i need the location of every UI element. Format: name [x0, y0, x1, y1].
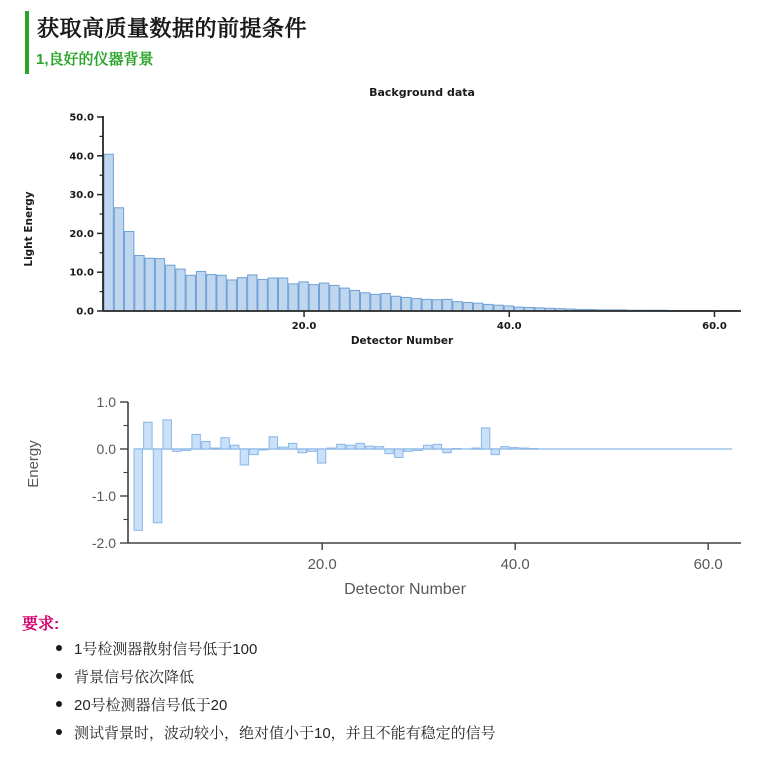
background-data-chart: [0, 84, 760, 369]
bar: [491, 449, 499, 455]
energy-residual-svg: [0, 384, 760, 612]
list-item: [56, 666, 736, 694]
bar: [227, 280, 236, 311]
requirement-text: 测试背景时，波动较小，绝对值小于10，并且不能有稳定的信号: [74, 725, 496, 742]
y-tick-label: 30.0: [69, 190, 94, 202]
bar: [366, 446, 374, 449]
bar: [144, 422, 152, 449]
bar: [443, 449, 451, 453]
bar: [361, 293, 370, 311]
bar: [473, 303, 482, 311]
bar: [510, 448, 518, 449]
bar: [231, 445, 239, 449]
bar: [432, 300, 441, 311]
bar: [248, 275, 257, 311]
x-axis-label: Detector Number: [344, 581, 466, 598]
bar: [269, 437, 277, 449]
bar: [443, 299, 452, 311]
bar: [298, 449, 306, 453]
bar: [463, 302, 472, 311]
bar: [192, 434, 200, 449]
bar: [196, 271, 205, 311]
bar: [395, 449, 403, 457]
title-accent-bar: [25, 11, 29, 74]
requirement-text: 背景信号依次降低: [74, 669, 195, 686]
y-tick-label: 1.0: [96, 394, 116, 410]
bar: [319, 283, 328, 311]
list-item: [56, 722, 736, 750]
bar: [422, 299, 431, 311]
list-item: [56, 694, 736, 722]
bar: [501, 447, 509, 449]
bar: [481, 428, 489, 449]
bar: [217, 275, 226, 311]
bullet-icon: [56, 729, 62, 735]
bar: [153, 449, 161, 523]
y-tick-label: 40.0: [69, 151, 94, 163]
x-tick-label: 20.0: [307, 556, 337, 573]
bar: [340, 288, 349, 311]
bar: [221, 438, 229, 449]
bar: [412, 299, 421, 311]
bullet-icon: [56, 645, 62, 651]
bar: [350, 290, 359, 311]
bar: [240, 449, 248, 465]
x-tick-label: 60.0: [702, 321, 727, 332]
bar: [289, 284, 298, 311]
bar: [433, 444, 441, 449]
bar: [472, 448, 480, 449]
y-tick-label: 0.0: [76, 306, 94, 318]
bar: [278, 278, 287, 311]
bar: [385, 449, 393, 454]
x-axis-label: Detector Number: [350, 335, 454, 347]
bar: [414, 449, 422, 450]
bar: [135, 256, 144, 311]
bar: [375, 447, 383, 449]
bar: [279, 447, 287, 449]
bar: [173, 449, 181, 451]
bar: [145, 258, 154, 311]
bar: [134, 449, 142, 530]
bar: [308, 449, 316, 451]
background-data-svg: [0, 84, 760, 364]
list-item: [56, 638, 736, 666]
y-axis-label: Energy: [25, 440, 42, 488]
bar: [356, 443, 364, 449]
y-tick-label: -2.0: [91, 535, 116, 551]
requirements-heading: 要求:: [22, 616, 60, 633]
x-tick-label: 40.0: [500, 556, 530, 573]
y-tick-label: 0.0: [96, 441, 116, 457]
page-title: 获取高质量数据的前提条件: [37, 16, 308, 41]
bar: [309, 285, 318, 311]
y-tick-label: 50.0: [69, 112, 94, 124]
bar: [337, 444, 345, 449]
bar: [288, 443, 296, 449]
y-tick-label: -1.0: [91, 488, 116, 504]
requirement-text: 20号检测器信号低于20: [74, 697, 228, 714]
bar: [166, 265, 175, 311]
x-tick-label: 60.0: [693, 556, 723, 573]
bar: [453, 302, 462, 311]
y-tick-label: 20.0: [69, 228, 94, 240]
bar: [484, 304, 493, 311]
bar: [330, 285, 339, 311]
bar: [299, 282, 308, 311]
bar: [182, 449, 190, 450]
x-tick-label: 40.0: [496, 321, 522, 332]
bar: [155, 259, 164, 311]
requirement-text: 1号检测器散射信号低于100: [74, 641, 258, 658]
bar: [211, 448, 219, 449]
bar: [202, 441, 210, 449]
bar: [424, 445, 432, 449]
bar: [207, 275, 216, 311]
bar: [520, 448, 528, 449]
bar: [268, 278, 277, 311]
bar: [125, 231, 134, 311]
bar: [114, 208, 123, 311]
bar: [250, 449, 258, 455]
y-tick-label: 10.0: [69, 267, 94, 279]
x-tick-label: 20.0: [291, 321, 317, 332]
bar: [176, 269, 185, 311]
energy-residual-chart: [0, 384, 760, 617]
page-subtitle: 1,良好的仪器背景: [36, 51, 154, 68]
bullet-icon: [56, 673, 62, 679]
bar: [258, 280, 267, 311]
bar: [163, 420, 171, 449]
bar: [237, 278, 246, 311]
requirements-list: [56, 638, 736, 750]
bar: [371, 294, 380, 311]
bar: [317, 449, 325, 463]
chart-title: Background data: [369, 86, 475, 99]
y-axis-label: Light Energy: [23, 191, 35, 267]
bar: [381, 294, 390, 311]
bar: [404, 449, 412, 451]
bar: [391, 296, 400, 311]
bullet-icon: [56, 701, 62, 707]
bar: [327, 448, 335, 449]
bar: [346, 445, 354, 449]
bar: [104, 154, 113, 311]
bar: [186, 275, 195, 311]
bar: [259, 449, 267, 450]
bar: [402, 297, 411, 311]
